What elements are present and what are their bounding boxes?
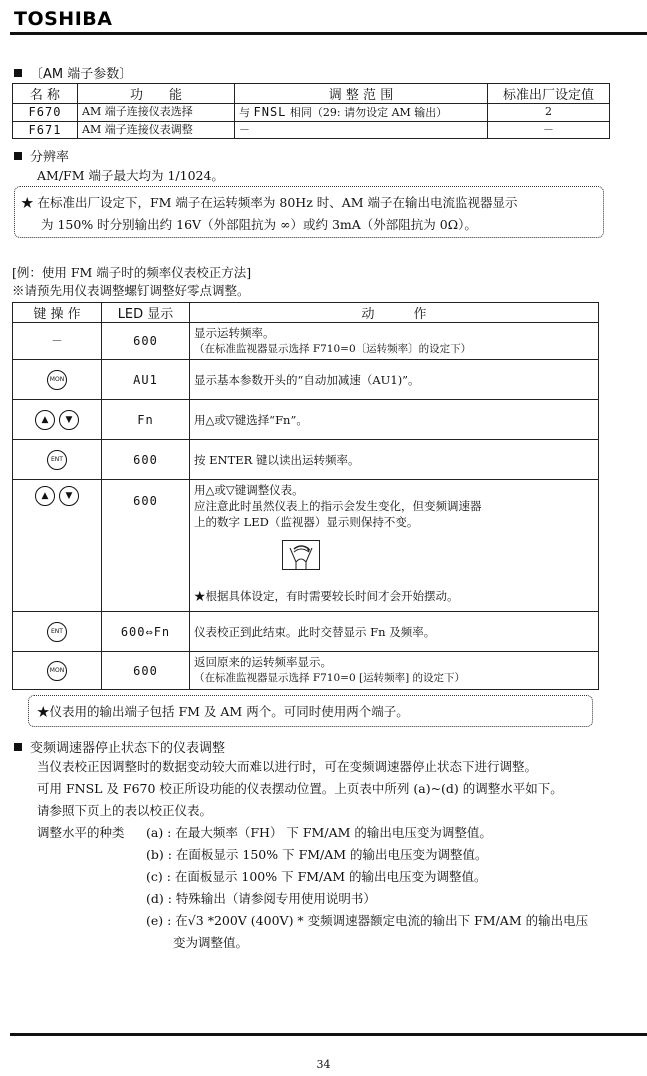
- key-cell: [13, 480, 102, 612]
- key-cell: [13, 440, 102, 480]
- led-cell: AU1: [102, 360, 190, 400]
- down-key-icon: ▼: [59, 486, 79, 506]
- led-cell: 600: [102, 323, 190, 360]
- action-text: 上的数字 LED（监视器）显示则保持不变。: [194, 515, 419, 529]
- level-item: 变为调整值。: [173, 935, 249, 950]
- ent-key-icon: ENT: [47, 450, 67, 470]
- col-led-display: LED 显示: [102, 303, 190, 323]
- action-cell: [190, 440, 599, 480]
- key-cell: [13, 323, 102, 360]
- table-row: [13, 440, 599, 480]
- param-function: AM 端子连接仪表选择: [78, 104, 235, 122]
- table-row: [13, 612, 599, 652]
- action-footnote: ★根据具体设定，有时需要较长时间才会开始摆动。: [194, 589, 459, 603]
- action-cell: [190, 323, 599, 360]
- section-stop-heading: [14, 737, 225, 756]
- section-resolution-title: 分辨率: [30, 150, 70, 165]
- action-cell: [190, 400, 599, 440]
- param-range: －: [235, 122, 488, 139]
- action-text: 按 ENTER 键以读出运转频率。: [194, 452, 360, 467]
- bullet-square-icon: [14, 152, 22, 160]
- resolution-text: AM/FM 端子最大均为 1/1024。: [37, 168, 224, 183]
- mon-key-icon: MON: [47, 661, 67, 681]
- level-item: (c) : 在面板显示 100% 下 FM/AM 的输出电压变为调整值。: [146, 869, 487, 884]
- section-am-title: 〔AM 端子参数〕: [30, 67, 133, 82]
- up-key-icon: ▲: [35, 486, 55, 506]
- action-text: 用△或▽键选择“Fn”。: [194, 412, 308, 427]
- led-cell: Fn: [102, 400, 190, 440]
- action-text: 返回原来的运转频率显示。: [194, 655, 332, 669]
- note-line: 为 150% 时分别输出约 16V（外部阻抗为 ∞）或约 3mA（外部阻抗为 0Ω）。: [41, 217, 477, 232]
- table-row: [13, 122, 610, 139]
- output-terminal-note: ★仪表用的输出端子包括 FM 及 AM 两个。可同时使用两个端子。: [28, 695, 593, 727]
- level-item: (b) : 在面板显示 150% 下 FM/AM 的输出电压变为调整值。: [146, 847, 488, 862]
- footer-rule: [10, 1033, 647, 1036]
- action-note: （在标准监视器显示选择 F710=0〔运转频率〕的设定下）: [194, 343, 472, 355]
- key-cell: [13, 360, 102, 400]
- level-item: (d) : 特殊输出（请参阅专用使用说明书）: [146, 891, 376, 906]
- action-cell: [190, 612, 599, 652]
- action-text: 用△或▽键调整仪表。: [194, 483, 304, 497]
- key-cell: [13, 400, 102, 440]
- action-text: 仪表校正到此结束。此时交替显示 Fn 及频率。: [194, 624, 436, 639]
- col-range: 调 整 范 围: [235, 84, 488, 104]
- action-cell: [190, 652, 599, 690]
- mon-key-icon: MON: [47, 370, 67, 390]
- action-note: （在标准监视器显示选择 F710=0 [运转频率] 的设定下）: [194, 672, 466, 684]
- note-line: ★ 在标准出厂设定下，FM 端子在运转频率为 80Hz 时、AM 端子在输出电流监视器显示: [21, 195, 518, 210]
- param-default: －: [488, 122, 610, 139]
- action-text: 应注意此时虽然仪表上的指示会发生变化，但变频调速器: [194, 499, 482, 513]
- action-text: 显示运转频率。: [194, 326, 275, 340]
- stop-para-2: 可用 FNSL 及 F670 校正所设功能的仪表摆动位置。上页表中所列 (a)~(d) 的调整水平如下。: [37, 781, 563, 796]
- table-row: [13, 104, 610, 122]
- table-row: [13, 480, 599, 612]
- page-number: 34: [316, 1058, 331, 1071]
- param-function: AM 端子连接仪表调整: [78, 122, 235, 139]
- toshiba-logo: TOSHIBA: [14, 8, 113, 30]
- bullet-square-icon: [14, 743, 22, 751]
- led-cell: 600: [102, 652, 190, 690]
- param-name: F670: [13, 104, 78, 122]
- level-item: (a) : 在最大频率（FH） 下 FM/AM 的输出电压变为调整值。: [146, 825, 492, 840]
- meter-swing-icon: [282, 540, 320, 570]
- key-cell: [13, 652, 102, 690]
- action-cell: [190, 480, 599, 612]
- col-default: 标准出厂设定值: [488, 84, 610, 104]
- led-cell: 600: [102, 480, 190, 612]
- col-key-operation: 键 操 作: [13, 303, 102, 323]
- table-row: [13, 400, 599, 440]
- no-key: －: [51, 334, 63, 348]
- param-range: 与 FNSL 相同（29: 请勿设定 AM 输出）: [235, 104, 488, 122]
- stop-para-1: 当仪表校正因调整时的数据变动较大而难以进行时，可在变频调速器停止状态下进行调整。: [37, 759, 538, 774]
- key-cell: [13, 612, 102, 652]
- col-function: 功 能: [78, 84, 235, 104]
- header-rule: [10, 32, 647, 35]
- example-title: [例：使用 FM 端子时的频率仪表校正方法]: [12, 265, 252, 280]
- example-subtitle: ※请预先用仪表调整螺钉调整好零点调整。: [12, 283, 250, 298]
- col-name: 名 称: [13, 84, 78, 104]
- param-default: 2: [488, 104, 610, 122]
- resolution-note: [14, 186, 604, 238]
- section-stop-title: 变频调速器停止状态下的仪表调整: [30, 741, 226, 756]
- down-key-icon: ▼: [59, 410, 79, 430]
- led-cell: 600: [102, 440, 190, 480]
- stop-para-3: 请参照下页上的表以校正仪表。: [37, 803, 213, 818]
- calibration-table: [12, 302, 599, 690]
- up-key-icon: ▲: [35, 410, 55, 430]
- led-cell: 600⇔Fn: [102, 612, 190, 652]
- table-row: [13, 652, 599, 690]
- am-parameter-table: [12, 83, 610, 139]
- action-text: 显示基本参数开头的“自动加减速（AU1)”。: [194, 372, 420, 387]
- table-row: [13, 360, 599, 400]
- col-action: 动 作: [190, 303, 599, 323]
- levels-label: 调整水平的种类: [37, 825, 125, 840]
- section-am-heading: [14, 63, 132, 82]
- bullet-square-icon: [14, 69, 22, 77]
- ent-key-icon: ENT: [47, 622, 67, 642]
- section-resolution-heading: [14, 146, 69, 165]
- action-cell: [190, 360, 599, 400]
- table-row: [13, 323, 599, 360]
- param-name: F671: [13, 122, 78, 139]
- level-item: (e) : 在√3 *200V (400V) * 变频调速器额定电流的输出下 FM/AM 的输出电压: [146, 913, 589, 928]
